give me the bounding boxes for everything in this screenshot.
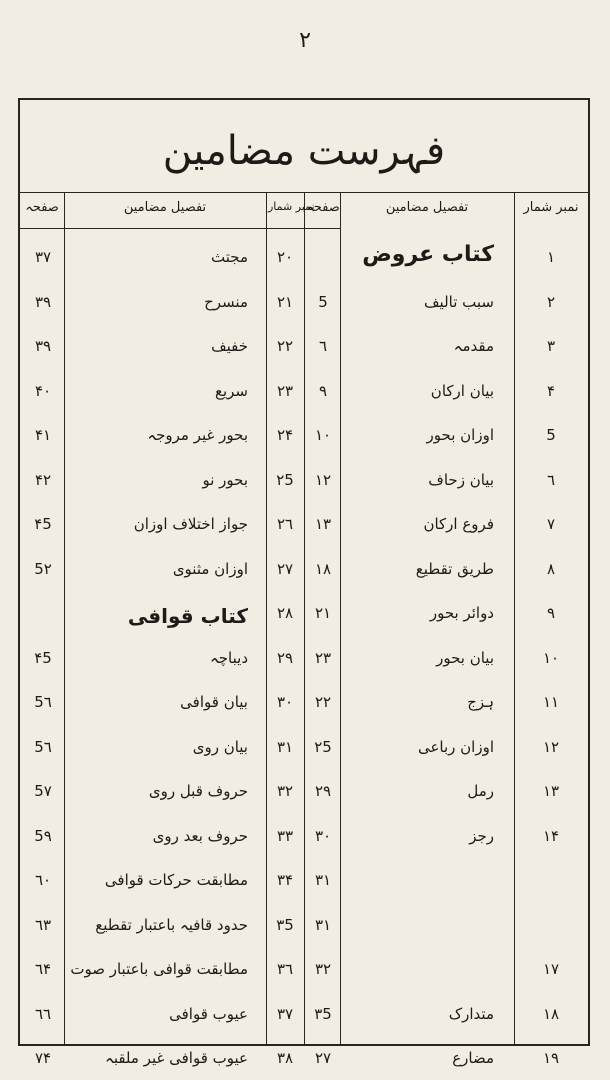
right-page: ١٣ xyxy=(314,515,332,533)
left-page: ۴5 xyxy=(34,648,52,667)
right-serial: ١٠ xyxy=(542,648,560,667)
left-serial: ٢۴ xyxy=(276,426,294,444)
right-serial: 5 xyxy=(546,426,556,444)
right-serial: ٦ xyxy=(546,470,556,489)
left-page: ۴٢ xyxy=(34,470,52,489)
right-serial: ١١ xyxy=(542,693,560,711)
left-serial: ٣۴ xyxy=(276,871,294,889)
right-entry-title: اوزان بحور xyxy=(426,426,494,444)
left-page: 5٧ xyxy=(34,782,52,800)
right-page: ١٠ xyxy=(314,426,332,444)
left-page: ٧۴ xyxy=(34,1049,52,1067)
col-rule-4 xyxy=(340,192,341,1044)
left-page: ٦٦ xyxy=(34,1004,52,1023)
right-page: ٣١ xyxy=(314,915,332,934)
right-page: ٣٢ xyxy=(314,960,332,978)
left-page-header: صفحہ xyxy=(25,200,59,215)
left-entry-title: حدود قافیہ باعتبار تقطیع xyxy=(95,915,248,934)
left-serial: ٣٧ xyxy=(276,1004,294,1023)
left-page: 5٢ xyxy=(34,559,52,578)
right-entry-title: سبب تالیف xyxy=(424,292,494,311)
left-header-rule xyxy=(20,228,340,229)
left-entry-title: عیوب قوافی غیر ملقبہ xyxy=(105,1049,248,1067)
right-page: ١٨ xyxy=(314,559,332,578)
right-page: ٣٠ xyxy=(314,826,332,845)
left-page: 5٩ xyxy=(34,826,52,845)
left-entry-title: سریع xyxy=(214,381,248,400)
left-entry-title: خفیف xyxy=(211,337,248,355)
right-serial: ٨ xyxy=(546,559,556,578)
right-entry-title: رجز xyxy=(469,826,494,845)
right-details-header: تفصیل مضامین xyxy=(385,200,469,215)
left-entry-title: مطابقت حرکات قوافی xyxy=(104,871,248,889)
right-entry-title: رمل xyxy=(467,782,494,800)
right-entry-title: ہزج xyxy=(467,693,494,711)
right-entry-title: بیان بحور xyxy=(436,648,494,667)
right-page: ٣5 xyxy=(314,1004,332,1023)
right-page: ٢٩ xyxy=(314,782,332,800)
left-entry-title: حروف بعد روی xyxy=(152,826,248,845)
left-serial: ٣٣ xyxy=(276,826,294,845)
left-entry-title: بحور غیر مروجہ xyxy=(147,426,248,444)
left-entry-title: مجتث xyxy=(211,248,248,266)
left-serial: ٣٢ xyxy=(276,782,294,800)
left-serial: ٢٣ xyxy=(276,381,294,400)
left-entry-title: کتاب قوافی xyxy=(127,604,248,628)
left-entry-title: جواز اختلاف اوزان xyxy=(133,515,248,533)
right-serial: ٣ xyxy=(546,337,556,355)
right-serial: ۴ xyxy=(546,381,556,400)
left-serial: ٣٠ xyxy=(276,693,294,711)
left-serial: ٢٢ xyxy=(276,337,294,355)
right-page: ٢٣ xyxy=(314,648,332,667)
right-serial: ٢ xyxy=(546,292,556,311)
left-page: ٦٠ xyxy=(34,871,52,889)
right-entry-title: اوزان رباعی xyxy=(417,737,494,756)
col-rule-3 xyxy=(304,192,305,1044)
left-page: ٣٩ xyxy=(34,292,52,311)
left-details-header: تفصیل مضامین xyxy=(123,200,207,215)
right-page: ٣١ xyxy=(314,871,332,889)
right-entry-title: کتاب عروض xyxy=(362,242,494,267)
right-entry-title: مضارع xyxy=(452,1049,494,1067)
left-serial: ٢٨ xyxy=(276,604,294,622)
right-serial: ٩ xyxy=(546,604,556,622)
right-serial: ١۴ xyxy=(542,826,560,845)
right-page: ٢5 xyxy=(314,737,332,756)
right-page: ٢١ xyxy=(314,604,332,622)
left-page: 5٦ xyxy=(34,693,52,711)
left-serial: ٢١ xyxy=(276,292,294,311)
left-entry-title: عیوب قوافی xyxy=(169,1004,248,1023)
right-serial-header: نمبر شمار xyxy=(523,200,579,215)
left-page: ٣٩ xyxy=(34,337,52,355)
left-serial: ٢5 xyxy=(276,470,294,489)
left-page: ٦٣ xyxy=(34,915,52,934)
col-rule-2 xyxy=(266,192,267,1044)
page-number: ۲ xyxy=(299,28,311,53)
col-rule-1 xyxy=(64,192,65,1044)
left-serial: ٢٩ xyxy=(276,648,294,667)
left-entry-title: منسرح xyxy=(204,292,248,311)
left-serial: ٢٧ xyxy=(276,559,294,578)
right-page: ١٢ xyxy=(314,470,332,489)
left-serial: ٢٦ xyxy=(276,515,294,533)
left-entry-title: بیان قوافی xyxy=(180,693,248,711)
right-entry-title: مقدمہ xyxy=(453,337,494,355)
right-serial: ١٣ xyxy=(542,782,560,800)
left-serial: ٣٦ xyxy=(276,960,294,978)
right-serial: ١٩ xyxy=(542,1049,560,1067)
left-page: ۴٠ xyxy=(34,381,52,400)
left-page: ۴١ xyxy=(34,426,52,444)
left-entry-title: دیباچہ xyxy=(209,648,248,667)
left-page: ٦۴ xyxy=(34,960,52,978)
left-page: ۴5 xyxy=(34,515,52,533)
right-serial: ١٧ xyxy=(542,960,560,978)
right-entry-title: متدارک xyxy=(448,1004,494,1023)
right-page: ٢٧ xyxy=(314,1049,332,1067)
right-page: ٦ xyxy=(318,337,328,355)
right-serial: ١٢ xyxy=(542,737,560,756)
left-entry-title: بیان روی xyxy=(192,737,248,756)
right-entry-title: دوائر بحور xyxy=(429,604,494,622)
page-title: فہرست مضامین xyxy=(162,128,446,174)
left-serial: ٢٠ xyxy=(276,248,294,266)
left-entry-title: بحور نو xyxy=(202,470,248,489)
right-serial: ١ xyxy=(546,248,556,266)
left-page: 5٦ xyxy=(34,737,52,756)
right-entry-title: بیان ارکان xyxy=(430,381,494,400)
right-entry-title: بیان زحاف xyxy=(428,470,494,489)
left-page: ٣٧ xyxy=(34,248,52,266)
col-rule-5 xyxy=(514,192,515,1044)
right-serial: ١٨ xyxy=(542,1004,560,1023)
right-entry-title: طریق تقطیع xyxy=(415,559,494,578)
left-serial: ٣٨ xyxy=(276,1049,294,1067)
left-serial-header: نمبر شمار xyxy=(268,200,315,213)
right-page: ٢٢ xyxy=(314,693,332,711)
contents-frame xyxy=(18,98,590,1067)
right-serial: ٧ xyxy=(546,515,556,533)
left-serial: ٣5 xyxy=(276,915,294,934)
right-page: 5 xyxy=(318,292,328,311)
left-entry-title: اوزان مثنوی xyxy=(172,559,248,578)
left-serial: ٣١ xyxy=(276,737,294,756)
left-entry-title: مطابقت قوافی باعتبار صوت xyxy=(70,960,248,978)
left-entry-title: حروف قبل روی xyxy=(148,782,248,800)
right-page: ٩ xyxy=(318,381,328,400)
right-page-header: صفحہ xyxy=(306,200,340,215)
right-entry-title: فروع ارکان xyxy=(423,515,494,533)
